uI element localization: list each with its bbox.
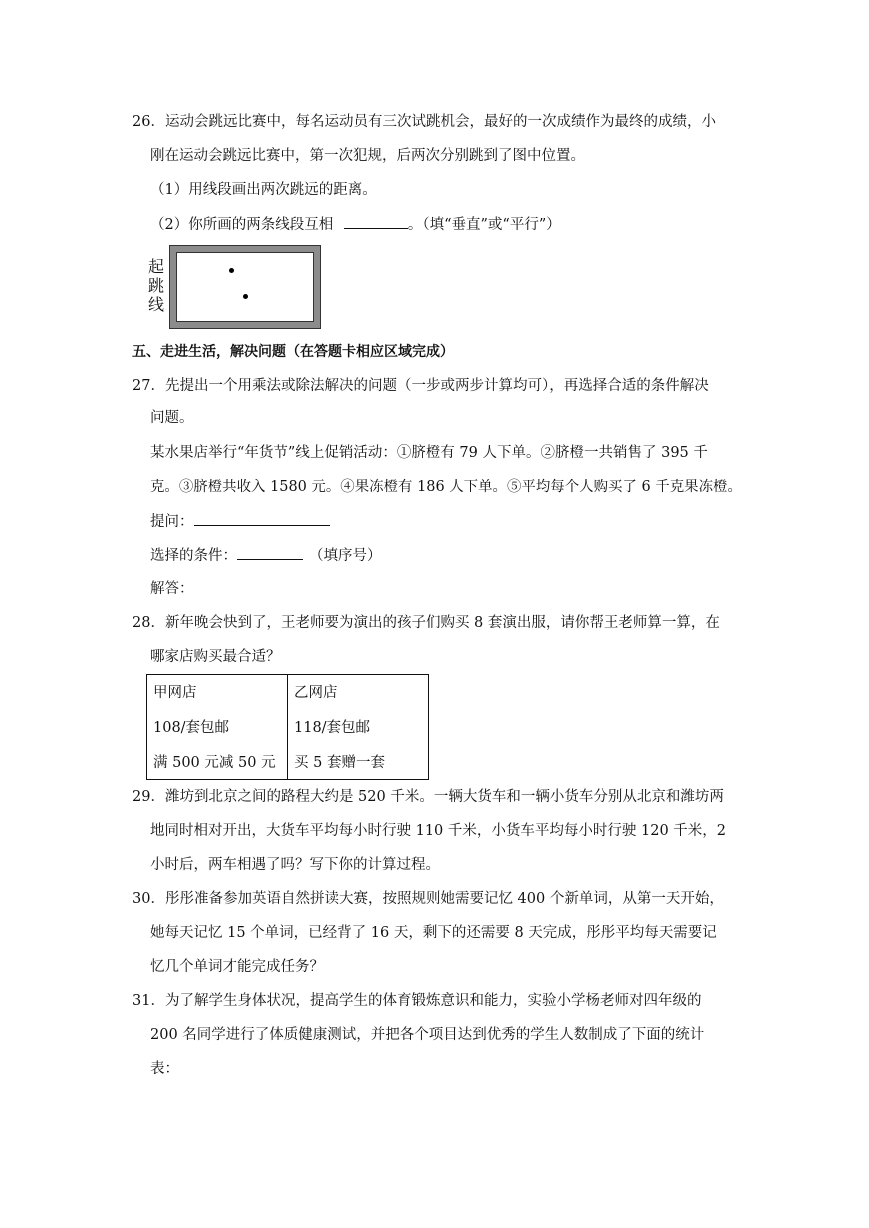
- q26-answer-blank[interactable]: [344, 214, 408, 229]
- q27-line-1: 27．先提出一个用乘法或除法解决的问题（一步或两步计算均可），再选择合适的条件解决: [132, 378, 709, 394]
- shop-comparison-table: [146, 674, 429, 780]
- q26-part-1: （1）用线段画出两次跳远的距离。: [150, 182, 377, 198]
- sand-pit: [176, 252, 314, 322]
- shop-a-offer: 满 500 元减 50 元: [153, 755, 276, 771]
- q28-line-1: 28．新年晚会快到了，王老师要为演出的孩子们购买 8 套演出服，请你帮王老师算一算，在: [132, 615, 720, 631]
- shop-b-name: 乙网店: [294, 685, 338, 701]
- q27-line-3: 某水果店举行“年货节”线上促销活动：①脐橙有 79 人下单。②脐橙一共销售了 395 千: [150, 445, 708, 461]
- q27-line-2: 问题。: [150, 410, 194, 426]
- q26-part-2: [150, 214, 561, 235]
- sand-pit-border: [169, 245, 321, 329]
- q29-line-1: 29．潍坊到北京之间的路程大约是 520 千米。一辆大货车和一辆小货车分别从北京和潍坊两: [132, 789, 724, 805]
- q27-condition-label: 选择的条件：: [150, 548, 237, 564]
- start-line-label-2: 跳: [148, 276, 165, 295]
- shop-b-offer: 买 5 套赠一套: [294, 755, 385, 771]
- start-line-label-3: 线: [148, 295, 165, 314]
- long-jump-figure: [148, 245, 320, 329]
- start-line-label-1: 起: [148, 257, 165, 276]
- q28-line-2: 哪家店购买最合适？: [150, 649, 281, 665]
- q31-line-3: 表：: [150, 1061, 179, 1077]
- shop-a-cell: [147, 675, 288, 780]
- table-row: [147, 675, 429, 780]
- jump-landing-point-1: [229, 268, 234, 273]
- q29-line-2: 地同时相对开出，大货车平均每小时行驶 110 千米，小货车平均每小时行驶 120 千米，2: [150, 823, 727, 839]
- shop-a-name: 甲网店: [153, 685, 197, 701]
- q31-line-2: 200 名同学进行了体质健康测试，并把各个项目达到优秀的学生人数制成了下面的统计: [150, 1027, 705, 1043]
- q27-line-4: 克。③脐橙共收入 1580 元。④果冻橙有 186 人下单。⑤平均每个人购买了 6 千克果冻橙。: [150, 479, 742, 495]
- shop-b-cell: [288, 675, 429, 780]
- q30-line-3: 忆几个单词才能完成任务？: [150, 959, 324, 975]
- q30-line-2: 她每天记忆 15 个单词，已经背了 16 天，剩下的还需要 8 天完成，彤彤平均每天需要记: [150, 925, 717, 941]
- q27-condition-blank[interactable]: [237, 545, 303, 560]
- q26-line-1: 26．运动会跳远比赛中，每名运动员有三次试跳机会，最好的一次成绩作为最终的成绩，小: [132, 114, 716, 130]
- jump-landing-point-2: [243, 294, 248, 299]
- q31-line-1: 31．为了解学生身体状况，提高学生的体育锻炼意识和能力，实验小学杨老师对四年级的: [132, 993, 702, 1009]
- q26-part-2-after: 。（填“垂直”或“平行”）: [407, 217, 561, 233]
- q27-ask-label: 提问：: [150, 514, 194, 530]
- q26-line-2: 刚在运动会跳远比赛中，第一次犯规，后两次分别跳到了图中位置。: [150, 148, 585, 164]
- q27-condition-hint: （填序号）: [309, 548, 382, 564]
- q27-answer-label: 解答：: [150, 581, 194, 597]
- q27-question-row: [150, 511, 330, 532]
- q27-condition-row: [150, 545, 382, 566]
- shop-b-price: 118/套包邮: [294, 720, 371, 736]
- q30-line-1: 30．彤彤准备参加英语自然拼读大赛，按照规则她需要记忆 400 个新单词，从第一天开始，: [132, 891, 724, 907]
- q29-line-3: 小时后，两车相遇了吗？写下你的计算过程。: [150, 857, 440, 873]
- q27-question-blank[interactable]: [194, 511, 330, 526]
- shop-a-price: 108/套包邮: [153, 720, 230, 736]
- q26-part-2-before: （2）你所画的两条线段互相: [150, 217, 334, 233]
- section-5-heading: 五、走进生活，解决问题（在答题卡相应区域完成）: [132, 344, 454, 360]
